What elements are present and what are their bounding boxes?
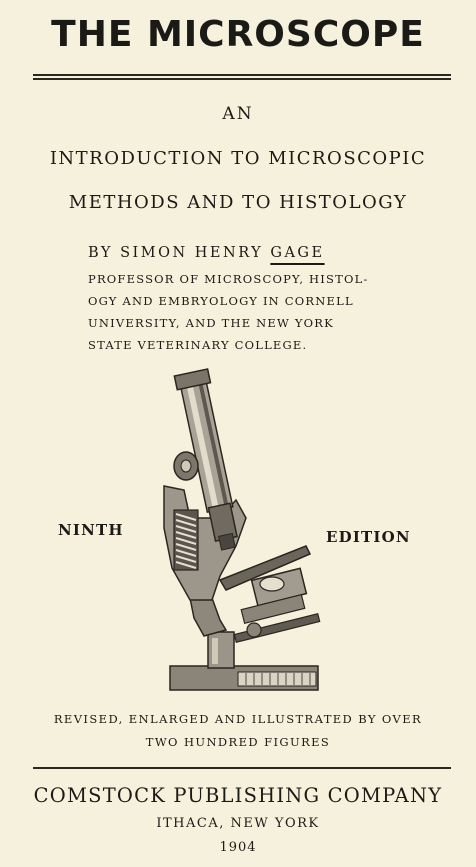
publisher-city: ITHACA, NEW YORK (156, 816, 320, 831)
subtitle-line-1: INTRODUCTION TO MICROSCOPIC (49, 148, 427, 169)
publisher-name: COMSTOCK PUBLISHING COMPANY (33, 784, 443, 807)
subtitle-line-2: METHODS AND TO HISTOLOGY (68, 192, 408, 213)
microscope-illustration (150, 368, 335, 698)
coarse-focus-knob (174, 452, 198, 480)
affiliation-line-2: OGY AND EMBRYOLOGY IN CORNELL (88, 294, 354, 308)
description-line-1: REVISED, ENLARGED AND ILLUSTRATED BY OVER (53, 712, 423, 726)
affiliation-line-4: STATE VETERINARY COLLEGE. (88, 338, 308, 352)
description-line-2: TWO HUNDRED FIGURES (145, 735, 331, 749)
edition-ordinal: NINTH (58, 521, 124, 539)
microscope-pillar-arm (164, 486, 246, 636)
title-rule-bottom (33, 78, 451, 80)
edition-word: EDITION (326, 528, 411, 546)
microscope-stage (220, 546, 320, 642)
subtitle-an: AN (222, 104, 254, 124)
publication-year: 1904 (219, 840, 257, 855)
publisher-rule (33, 767, 451, 769)
title-rule-top (33, 74, 451, 76)
author-surname: GAGE (270, 245, 325, 261)
book-title: THE MICROSCOPE (51, 14, 425, 55)
affiliation-line-1: PROFESSOR OF MICROSCOPY, HISTOL- (88, 272, 369, 286)
author-by: BY SIMON HENRY (88, 245, 264, 261)
author-byline (88, 245, 325, 261)
affiliation-line-3: UNIVERSITY, AND THE NEW YORK (88, 316, 334, 330)
